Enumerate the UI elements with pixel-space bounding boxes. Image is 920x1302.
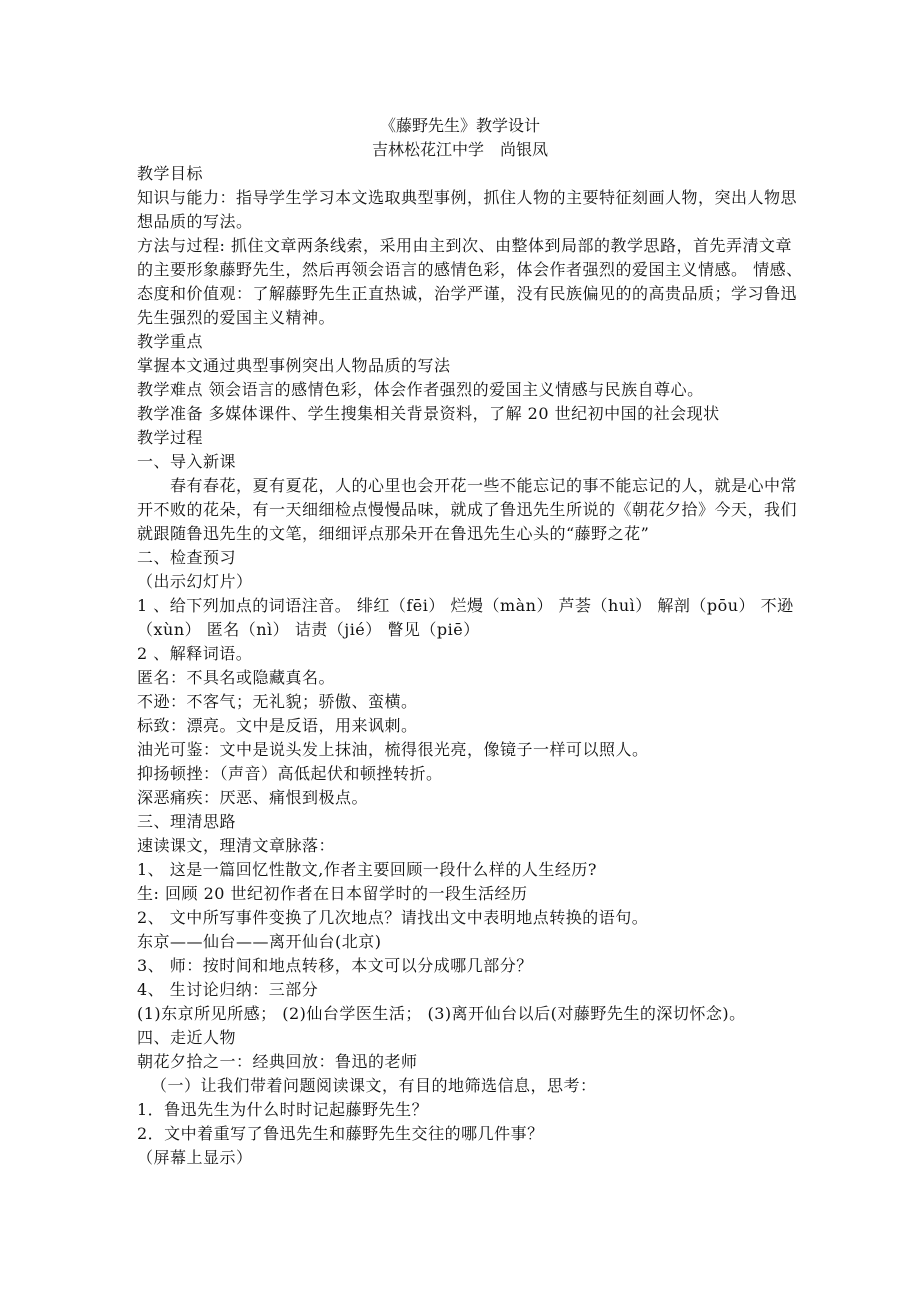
paragraph-line: 1．鲁迅先生为什么时时记起藤野先生？ [137,1100,429,1119]
paragraph-line: 匿名：不具名或隐藏真名。 [137,668,336,687]
paragraph-line: 东京——仙台——离开仙台(北京) [137,932,382,951]
paragraph-line: 态度和价值观：了解藤野先生正直热诚，治学严谨，没有民族偏见的的高贵品质；学习鲁迅 [137,284,798,303]
paragraph-line: 就跟随鲁迅先生的文笔，细细评点那朵开在鲁迅先生心头的“藤野之花” [137,524,650,543]
section-heading: 四、走近人物 [137,1028,237,1047]
paragraph-line: 1 、给下列加点的词语注音。 绯红（fēi） 烂熳（màn） 芦荟（huì） 解剖（pōu） 不逊 [137,596,794,615]
paragraph-line: 方法与过程: 抓住文章两条线索，采用由主到次、由整体到局部的教学思路，首先弄清文章 [137,236,792,255]
paragraph-line: 油光可鉴：文中是说头发上抹油，梳得很光亮，像镜子一样可以照人。 [137,740,649,759]
paragraph-line: (1)东京所见所感； (2)仙台学医生活； (3)离开仙台以后(对藤野先生的深切怀念)。 [137,1004,746,1023]
heading-teaching-process: 教学过程 [137,428,204,447]
section-heading: 三、理清思路 [137,812,237,831]
document-title: 《藤野先生》教学设计 [379,116,540,135]
paragraph-line: 2、 文中所写事件变换了几次地点？请找出文中表明地点转换的语句。 [137,908,649,927]
section-heading: 一、导入新课 [137,452,237,471]
paragraph-line: 朝花夕拾之一：经典回放：鲁迅的老师 [137,1052,418,1071]
paragraph-line: 教学难点 领会语言的感情色彩，体会作者强烈的爱国主义情感与民族自尊心。 [137,380,704,399]
document-author: 吉林松花江中学 尚银凤 [371,140,548,159]
paragraph-line: 2 、解释词语。 [137,644,253,663]
paragraph-line: 1、 这是一篇回忆性散文,作者主要回顾一段什么样的人生经历? [137,860,597,879]
heading-teaching-goals: 教学目标 [137,164,204,183]
paragraph-line: 标致：漂亮。文中是反语，用来讽刺。 [137,716,418,735]
paragraph-line: 先生强烈的爱国主义精神。 [137,308,336,327]
paragraph-line: 抑扬顿挫：（声音）高低起伏和顿挫转折。 [137,764,443,783]
paragraph-line: 春有春花，夏有夏花，人的心里也会开花一些不能忘记的事不能忘记的人，就是心中常 [170,476,798,495]
heading-key-points: 教学重点 [137,332,204,351]
paragraph-line: 2．文中着重写了鲁迅先生和藤野先生交往的哪几件事？ [137,1124,544,1143]
paragraph-line: （出示幻灯片） [137,572,253,591]
paragraph-line: 不逊：不客气；无礼貌；骄傲、蛮横。 [137,692,418,711]
paragraph-line: 速读课文，理清文章脉落： [137,836,336,855]
paragraph-line: 4、 生讨论归纳：三部分 [137,980,319,999]
paragraph-line: 开不败的花朵，有一天细细检点慢慢品味，就成了鲁迅先生所说的《朝花夕拾》今天，我们 [137,500,798,519]
section-heading: 二、检查预习 [137,548,237,567]
paragraph-line: 深恶痛疾：厌恶、痛恨到极点。 [137,788,369,807]
paragraph-line: 知识与能力：指导学生学习本文选取典型事例，抓住人物的主要特征刻画人物，突出人物思 [137,188,798,207]
paragraph-line: 教学准备 多媒体课件、学生搜集相关背景资料，了解 20 世纪初中国的社会现状 [137,404,720,423]
paragraph-line: 想品质的写法。 [137,212,253,231]
paragraph-line: （xùn） 匿名（nì） 诘责（jié） 瞥见（piē） [137,620,480,639]
paragraph-line: 的主要形象藤野先生，然后再领会语言的感情色彩，体会作者强烈的爱国主义情感。 情感、 [137,260,803,279]
paragraph-line: （一）让我们带着问题阅读课文，有目的地筛选信息，思考： [151,1076,597,1095]
paragraph-line: 3、 师：按时间和地点转移，本文可以分成哪几部分？ [137,956,533,975]
paragraph-line: （屏幕上显示） [137,1148,253,1167]
paragraph-line: 掌握本文通过典型事例突出人物品质的写法 [137,356,451,375]
paragraph-line: 生: 回顾 20 世纪初作者在日本留学时的一段生活经历 [137,884,528,903]
